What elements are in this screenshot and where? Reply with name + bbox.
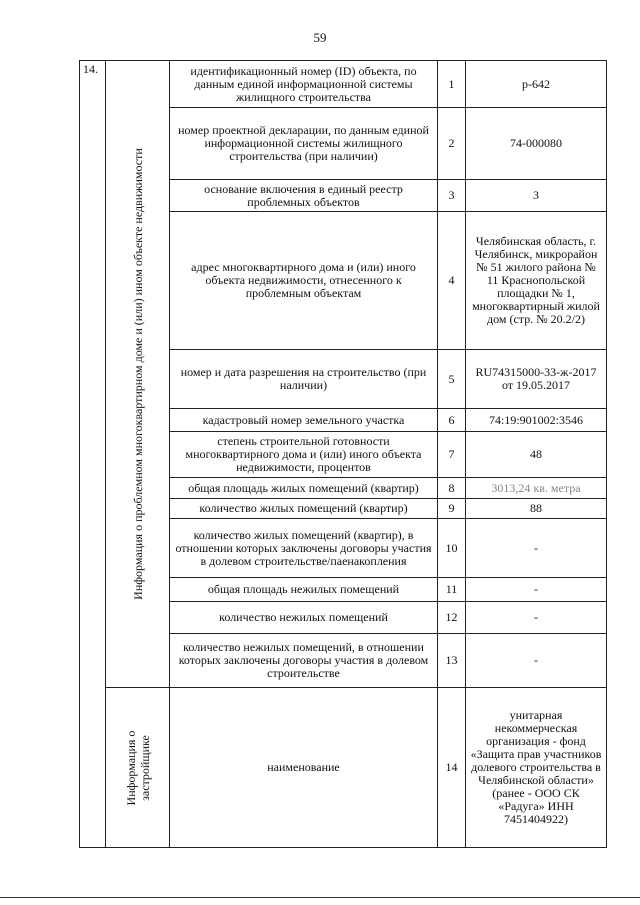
row-label: идентификационный номер (ID) объекта, по данным единой информационной системы жилищного строительства xyxy=(170,61,438,108)
row-label: общая площадь жилых помещений (квартир) xyxy=(170,478,438,499)
row-number-cell: 14. xyxy=(80,61,106,848)
row-index: 3 xyxy=(438,180,466,212)
table-row xyxy=(80,688,607,848)
row-value: 48 xyxy=(466,432,607,478)
row-label: номер и дата разрешения на строительство (при наличии) xyxy=(170,350,438,409)
page-bottom-rule xyxy=(0,897,640,898)
row-label: кадастровый номер земельного участка xyxy=(170,409,438,432)
row-value: 3 xyxy=(466,180,607,212)
row-index: 9 xyxy=(438,499,466,519)
row-label: количество жилых помещений (квартир) xyxy=(170,499,438,519)
row-value: 74-000080 xyxy=(466,108,607,180)
row-value: р-642 xyxy=(466,61,607,108)
section-developer-label-line1: Информация о xyxy=(123,730,138,805)
row-label: основание включения в единый реестр проблемных объектов xyxy=(170,180,438,212)
row-value: RU74315000-33-ж-2017 от 19.05.2017 xyxy=(466,350,607,409)
section-building-label: Информация о проблемном многоквартирном доме и (или) ином объекте недвижимости xyxy=(130,148,145,600)
section-developer-cell xyxy=(106,688,170,848)
table-row xyxy=(80,61,607,108)
page-number: 59 xyxy=(313,30,327,45)
row-value: Челябинская область, г. Челябинск, микрорайон № 51 жилого района № 11 Краснопольской площадки № 1, многоквартирный жилой дом (стр. № 20.2/2) xyxy=(466,212,607,350)
row-value: унитарная некоммерческая организация - фонд «Защита прав участников долевого строительства в Челябинской области» (ранее - ООО СК «Радуга» ИНН 7451404922) xyxy=(466,688,607,848)
row-index: 1 xyxy=(438,61,466,108)
row-index: 11 xyxy=(438,578,466,602)
row-label: наименование xyxy=(170,688,438,848)
row-value: 3013,24 кв. метра xyxy=(466,478,607,499)
row-index: 13 xyxy=(438,634,466,688)
row-index: 12 xyxy=(438,602,466,634)
row-value: - xyxy=(466,602,607,634)
row-label: количество нежилых помещений xyxy=(170,602,438,634)
row-value: - xyxy=(466,634,607,688)
row-label: количество нежилых помещений, в отношении которых заключены договоры участия в долевом строительстве xyxy=(170,634,438,688)
row-value: - xyxy=(466,519,607,578)
row-index: 14 xyxy=(438,688,466,848)
row-value: - xyxy=(466,578,607,602)
row-label: общая площадь нежилых помещений xyxy=(170,578,438,602)
row-index: 5 xyxy=(438,350,466,409)
row-index: 7 xyxy=(438,432,466,478)
row-label: номер проектной декларации, по данным единой информационной системы жилищного строительства (при наличии) xyxy=(170,108,438,180)
section-building-cell xyxy=(106,61,170,688)
row-label: адрес многоквартирного дома и (или) иного объекта недвижимости, отнесенного к проблемным объектам xyxy=(170,212,438,350)
row-value: 88 xyxy=(466,499,607,519)
row-index: 6 xyxy=(438,409,466,432)
row-index: 10 xyxy=(438,519,466,578)
row-label: количество жилых помещений (квартир), в отношении которых заключены договоры участия в долевом строительстве/паенакопления xyxy=(170,519,438,578)
section-developer-label-line2: застройщике xyxy=(137,734,152,801)
row-value: 74:19:901002:3546 xyxy=(466,409,607,432)
section-developer-label xyxy=(124,730,152,805)
row-index: 2 xyxy=(438,108,466,180)
row-label: степень строительной готовности многоквартирного дома и (или) иного объекта недвижимости, процентов xyxy=(170,432,438,478)
row-index: 8 xyxy=(438,478,466,499)
object-info-table xyxy=(79,60,607,848)
row-index: 4 xyxy=(438,212,466,350)
